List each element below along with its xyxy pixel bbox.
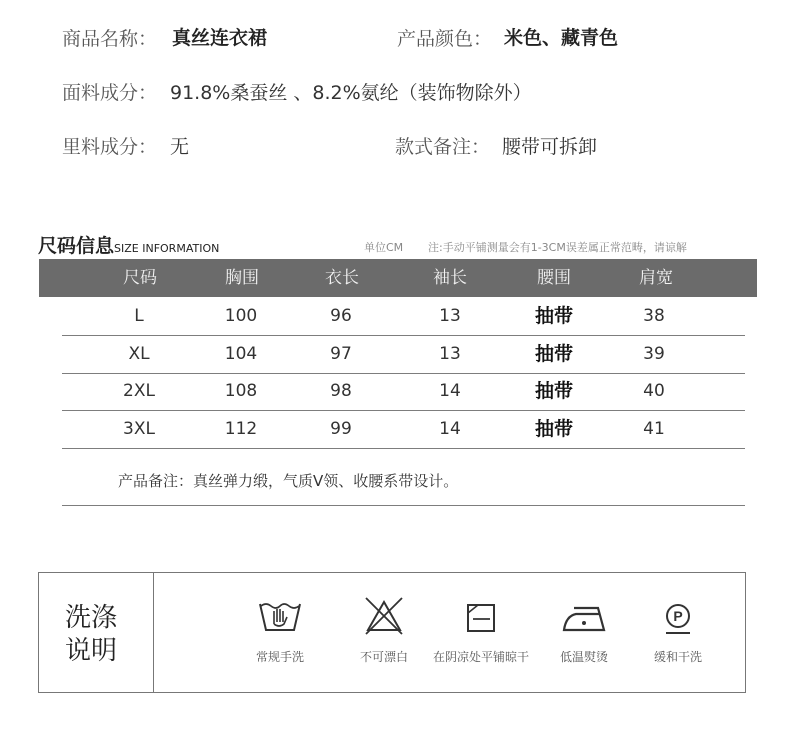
cell-size: XL (128, 344, 150, 364)
dry-clean-p-icon (662, 602, 694, 636)
size-note: 注:手动平铺测量会有1-3CM误差属正常范畴，请谅解 (428, 241, 687, 254)
size-info-title-en: SIZE INFORMATION (114, 242, 220, 255)
cell-bust: 108 (224, 381, 258, 401)
care-item-hand-wash (225, 573, 335, 692)
table-row (62, 298, 745, 336)
product-color-label: 产品颜色： (397, 28, 493, 50)
care-title: 洗涤说明 (65, 603, 118, 666)
cell-size: L (134, 306, 144, 326)
iron-low-icon (560, 604, 608, 634)
cell-sleeve: 13 (439, 306, 461, 326)
cell-shoulder: 40 (643, 381, 665, 401)
no-bleach-icon (362, 596, 406, 636)
care-instructions (38, 572, 746, 693)
cell-length: 96 (330, 306, 352, 326)
cell-sleeve: 14 (439, 381, 461, 401)
size-table-header (39, 259, 757, 297)
style-note-value: 腰带可拆卸 (502, 136, 598, 158)
cell-waist: 抽带 (534, 380, 573, 402)
product-name-value: 真丝连衣裙 (172, 27, 268, 49)
cell-size: 3XL (123, 419, 155, 439)
header-shoulder: 肩宽 (639, 268, 673, 288)
svg-text:P: P (673, 608, 683, 624)
care-label: 缓和干洗 (653, 650, 702, 664)
product-name-label: 商品名称： (62, 28, 158, 50)
table-row (62, 411, 745, 449)
cell-shoulder: 39 (643, 344, 665, 364)
cell-bust: 112 (224, 419, 258, 439)
header-waist: 腰围 (537, 268, 571, 288)
care-label: 低温熨烫 (559, 650, 608, 664)
cell-shoulder: 38 (643, 306, 665, 326)
lining-value: 无 (170, 136, 190, 158)
cell-length: 99 (330, 419, 352, 439)
hand-wash-icon (257, 600, 303, 634)
cell-size: 2XL (123, 381, 155, 401)
care-label: 常规手洗 (255, 650, 304, 664)
care-title-cell (39, 573, 154, 692)
style-note-label: 款式备注： (395, 136, 491, 158)
cell-sleeve: 14 (439, 419, 461, 439)
cell-waist: 抽带 (534, 418, 573, 440)
cell-length: 97 (330, 344, 352, 364)
care-item-dry-clean (623, 573, 733, 692)
cell-sleeve: 13 (439, 344, 461, 364)
table-row (62, 373, 745, 411)
product-remark: 产品备注：真丝弹力缎，气质V领、收腰系带设计。 (118, 472, 459, 490)
size-info-title (38, 231, 219, 258)
size-unit: 单位CM (364, 241, 404, 254)
cell-bust: 104 (224, 344, 258, 364)
fabric-value: 91.8%桑蚕丝 、8.2%氨纶（装饰物除外） (170, 82, 532, 104)
product-remark-row (62, 448, 745, 506)
header-sleeve: 袖长 (433, 268, 467, 288)
dry-flat-shade-icon (465, 602, 497, 634)
cell-length: 98 (330, 381, 352, 401)
care-label: 不可漂白 (359, 650, 408, 664)
cell-waist: 抽带 (534, 343, 573, 365)
header-bust: 胸围 (225, 268, 259, 288)
lining-label: 里料成分： (62, 136, 158, 158)
product-color-value: 米色、藏青色 (504, 27, 619, 49)
size-info-title-cn: 尺码信息 (38, 235, 115, 257)
cell-shoulder: 41 (643, 419, 665, 439)
header-length: 衣长 (325, 268, 359, 288)
table-row (62, 336, 745, 374)
care-label: 在阴凉处平铺晾干 (432, 650, 529, 664)
fabric-label: 面料成分： (62, 82, 158, 104)
cell-bust: 100 (224, 306, 258, 326)
header-size: 尺码 (123, 268, 157, 288)
cell-waist: 抽带 (534, 305, 573, 327)
